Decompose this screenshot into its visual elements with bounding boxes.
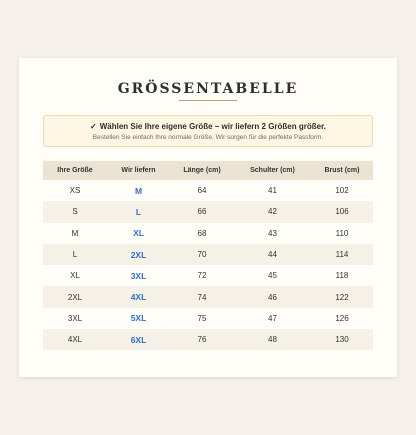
cell-we-deliver: L xyxy=(107,201,170,222)
cell-your-size: 3XL xyxy=(67,313,83,323)
table-header-row xyxy=(43,161,373,180)
header-chest: Brust (cm) xyxy=(311,161,373,180)
header-length: Länge (cm) xyxy=(170,161,234,180)
cell-length: 74 xyxy=(170,286,234,307)
cell-your-size: M xyxy=(71,228,79,238)
cell-chest: 118 xyxy=(335,271,349,281)
cell-we-deliver: M xyxy=(134,185,143,196)
notice-title xyxy=(44,122,372,132)
cell-your-size: XS xyxy=(69,186,81,196)
notice-title-text: Wählen Sie Ihre eigene Größe – wir liefern 2 Größen größer. xyxy=(99,122,326,131)
cell-shoulder: 47 xyxy=(268,313,277,323)
size-table xyxy=(43,161,373,350)
cell-chest: 106 xyxy=(311,201,373,222)
cell-length: 76 xyxy=(170,329,234,350)
cell-length: 70 xyxy=(170,244,234,265)
cell-shoulder: 44 xyxy=(234,244,311,265)
table-row xyxy=(43,244,373,265)
cell-length: 68 xyxy=(197,228,207,238)
table-row xyxy=(43,265,373,286)
cell-we-deliver: 3XL xyxy=(130,270,147,281)
cell-shoulder: 48 xyxy=(234,329,311,350)
header-your-size: Ihre Größe xyxy=(43,161,107,180)
cell-shoulder: 43 xyxy=(268,228,277,238)
page-title: GRÖSSENTABELLE xyxy=(117,81,299,97)
table-row xyxy=(43,329,373,350)
cell-shoulder: 46 xyxy=(234,286,311,307)
table-row xyxy=(43,286,373,307)
cell-your-size: S xyxy=(43,201,107,222)
table-row xyxy=(43,308,373,329)
header-shoulder: Schulter (cm) xyxy=(234,161,311,180)
cell-length: 72 xyxy=(197,271,207,281)
cell-shoulder: 45 xyxy=(268,271,277,281)
cell-chest: 130 xyxy=(311,329,373,350)
size-chart-card xyxy=(19,58,397,377)
cell-chest: 110 xyxy=(335,228,349,238)
table-row xyxy=(43,180,373,201)
cell-your-size: 4XL xyxy=(43,329,107,350)
table-row xyxy=(43,201,373,222)
cell-we-deliver: 2XL xyxy=(107,244,170,265)
cell-we-deliver: 5XL xyxy=(130,313,147,324)
cell-chest: 102 xyxy=(335,186,349,196)
cell-length: 75 xyxy=(197,313,207,323)
size-notice xyxy=(43,115,373,147)
cell-your-size: L xyxy=(43,244,107,265)
cell-chest: 122 xyxy=(311,286,373,307)
table-row xyxy=(43,223,373,244)
cell-we-deliver: 4XL xyxy=(107,286,170,307)
check-icon: ✓ xyxy=(90,122,97,131)
cell-your-size: XL xyxy=(70,271,80,281)
header-we-deliver: Wir liefern xyxy=(107,161,170,180)
cell-your-size: 2XL xyxy=(43,286,107,307)
cell-chest: 114 xyxy=(311,244,373,265)
notice-subtitle: Bestellen Sie einfach Ihre normale Größe. Wir sorgen für die perfekte Passform. xyxy=(92,134,324,141)
cell-length: 66 xyxy=(170,201,234,222)
cell-we-deliver: XL xyxy=(133,228,144,239)
title-underline xyxy=(179,100,237,101)
cell-shoulder: 41 xyxy=(268,186,277,196)
cell-chest: 126 xyxy=(335,313,349,323)
cell-length: 64 xyxy=(197,186,207,196)
cell-we-deliver: 6XL xyxy=(107,329,170,350)
cell-shoulder: 42 xyxy=(234,201,311,222)
